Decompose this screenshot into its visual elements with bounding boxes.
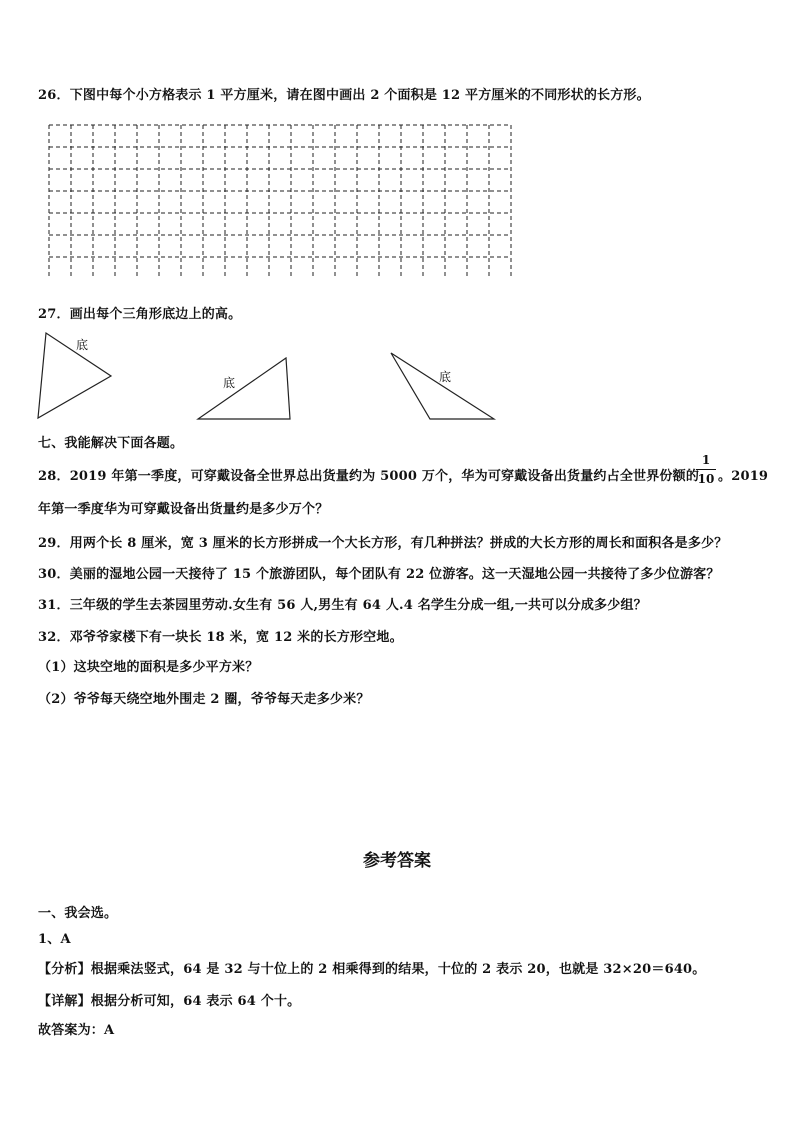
fraction-numerator: 1 — [701, 453, 711, 467]
answer-analysis: 【分析】根据乘法竖式，64 是 32 与十位上的 2 相乘得到的结果，十位的 2 表示 20，也就是 32×20＝640。 — [38, 962, 706, 977]
triangles-figure — [0, 0, 794, 430]
answer-1: 1、A — [38, 932, 71, 947]
question-32-sub2: （2）爷爷每天绕空地外围走 2 圈，爷爷每天走多少米？ — [38, 692, 370, 707]
question-31: 31．三年级的学生去茶园里劳动.女生有 56 人,男生有 64 人.4 名学生分成一组,一共可以分成多少组？ — [38, 598, 647, 613]
triangle-2 — [198, 358, 290, 419]
question-28-line2: 年第一季度华为可穿戴设备出货量约是多少万个？ — [38, 502, 329, 517]
answer-conclusion: 故答案为：A — [38, 1023, 115, 1038]
answer-detail: 【详解】根据分析可知，64 表示 64 个十。 — [38, 994, 301, 1009]
answers-section-1: 一、我会选。 — [38, 906, 118, 921]
fraction — [696, 452, 716, 487]
question-32-sub1: （1）这块空地的面积是多少平方米？ — [38, 660, 259, 675]
base-label-1: 底 — [76, 338, 89, 352]
base-label-2: 底 — [223, 376, 236, 390]
question-28-line1: 28．2019 年第一季度，可穿戴设备全世界总出货量约为 5000 万个，华为可穿戴设备出货量约占全世界份额的 — [38, 469, 700, 484]
triangle-1 — [38, 333, 111, 418]
section-7-title: 七、我能解决下面各题。 — [38, 436, 184, 451]
question-32: 32．邓爷爷家楼下有一块长 18 米，宽 12 米的长方形空地。 — [38, 630, 403, 645]
question-30: 30．美丽的湿地公园一天接待了 15 个旅游团队，每个团队有 22 位游客。这一天湿地公园一共接待了多少位游客？ — [38, 567, 720, 582]
question-28-tail: 。2019 — [718, 469, 769, 484]
fraction-denominator: 10 — [697, 472, 715, 486]
question-26: 26．下图中每个小方格表示 1 平方厘米，请在图中画出 2 个面积是 12 平方厘米的不同形状的长方形。 — [38, 88, 650, 103]
question-27: 27．画出每个三角形底边上的高。 — [38, 307, 242, 322]
base-label-3: 底 — [439, 370, 452, 384]
answers-title: 参考答案 — [363, 851, 431, 871]
triangle-3 — [391, 353, 494, 419]
question-29: 29．用两个长 8 厘米，宽 3 厘米的长方形拼成一个大长方形，有几种拼法？拼成的大长方形的周长和面积各是多少？ — [38, 536, 728, 551]
